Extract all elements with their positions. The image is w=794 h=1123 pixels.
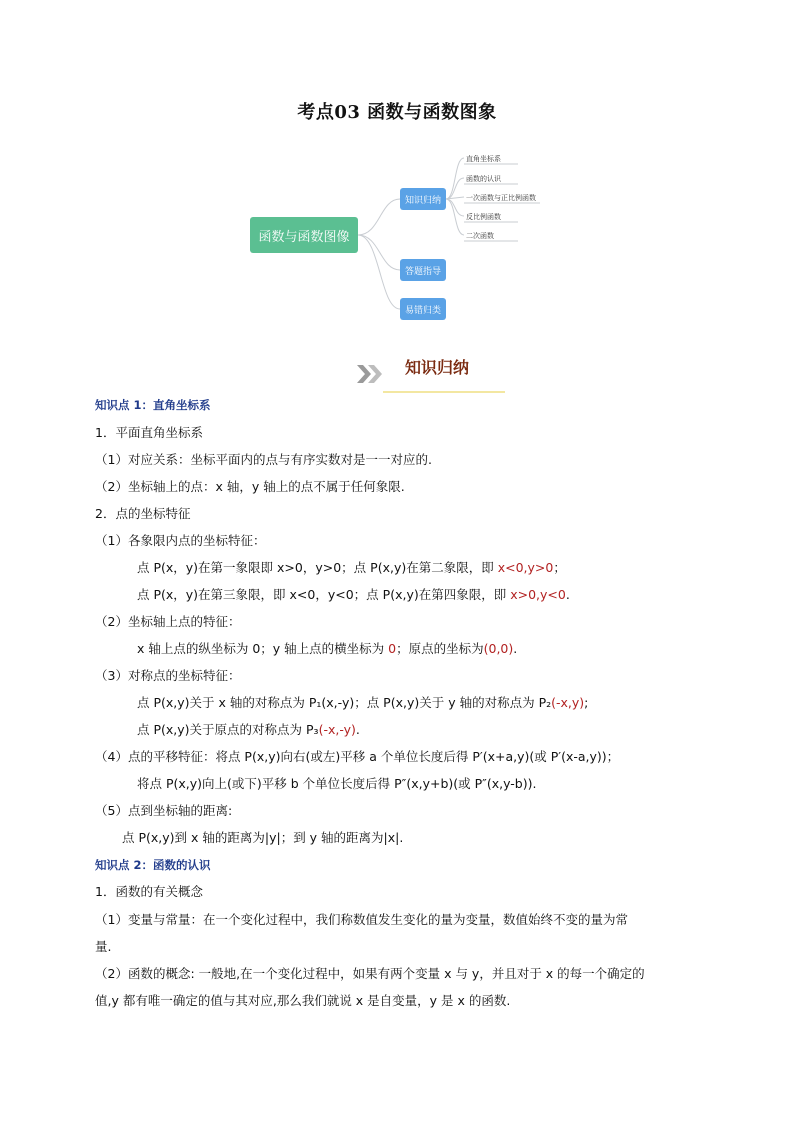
section-underline bbox=[383, 391, 505, 393]
text-line: （1）对应关系：坐标平面内的点与有序实数对是一一对应的. bbox=[95, 452, 432, 467]
section-header bbox=[355, 353, 505, 393]
text-line-symmetry-1 bbox=[137, 695, 588, 711]
connector-center-to-errors bbox=[358, 235, 400, 309]
section-title: 知识归纳 bbox=[405, 358, 470, 377]
answer-text: x<0,y>0 bbox=[497, 560, 554, 575]
text-segment: 点 P(x，y)在第一象限即 x>0，y>0；点 P(x,y)在第二象限，即 bbox=[137, 560, 498, 575]
text-line-quadrants-2 bbox=[137, 587, 570, 603]
text-segment: 点 P(x,y)关于 x 轴的对称点为 P₁(x,-y)；点 P(x,y)关于 y 轴的对称点为 P₂ bbox=[137, 695, 552, 710]
connector-leaf-5 bbox=[446, 199, 464, 235]
text-segment: x 轴上点的纵坐标为 0；y 轴上点的横坐标为 bbox=[137, 641, 389, 656]
double-chevron-icon bbox=[355, 363, 385, 385]
answer-text: 0 bbox=[388, 641, 397, 656]
text-segment: ；原点的坐标为 bbox=[396, 641, 484, 656]
text-segment: . bbox=[513, 641, 518, 656]
text-line: （3）对称点的坐标特征： bbox=[95, 668, 241, 683]
text-line: （2）坐标轴上的点：x 轴，y 轴上的点不属于任何象限. bbox=[95, 479, 405, 494]
text-segment: 点 P(x,y)关于原点的对称点为 P₃ bbox=[137, 722, 319, 737]
page-title: 考点03 函数与函数图象 bbox=[297, 102, 497, 123]
connector-leaf-4 bbox=[446, 199, 464, 216]
text-line: （1）变量与常量：在一个变化过程中，我们称数值发生变化的量为变量，数值始终不变的量为常 bbox=[95, 912, 628, 927]
mind-map-leaf: 直角坐标系 bbox=[466, 155, 501, 163]
text-line: （2）坐标轴上点的特征： bbox=[95, 614, 241, 629]
text-line: 量. bbox=[95, 939, 112, 954]
heading-point-coordinates: 2．点的坐标特征 bbox=[95, 506, 191, 521]
text-line: （4）点的平移特征：将点 P(x,y)向右(或左)平移 a 个单位长度后得 P′(x+a,y)(或 P′(x-a,y))； bbox=[95, 749, 620, 764]
mind-map-branch-errors: 易错归类 bbox=[400, 298, 446, 320]
text-segment: ; bbox=[584, 695, 589, 710]
knowledge-point-2-heading: 知识点 2：函数的认识 bbox=[95, 858, 211, 872]
mind-map-branch-knowledge: 知识归纳 bbox=[400, 188, 446, 210]
text-line: 点 P(x,y)到 x 轴的距离为|y|；到 y 轴的距离为|x|. bbox=[122, 830, 404, 845]
connector-center-to-knowledge bbox=[358, 199, 400, 235]
text-line: （5）点到坐标轴的距离: bbox=[95, 803, 233, 818]
mind-map-leaf: 一次函数与正比例函数 bbox=[466, 194, 536, 202]
answer-text: (-x,y) bbox=[551, 695, 585, 710]
text-line-quadrants-1 bbox=[137, 560, 566, 576]
mind-map-center-node: 函数与函数图像 bbox=[250, 217, 358, 253]
mind-map-leaf: 二次函数 bbox=[466, 232, 494, 240]
connector-center-to-guide bbox=[358, 235, 400, 270]
text-segment: . bbox=[355, 722, 360, 737]
text-segment: ； bbox=[553, 560, 566, 575]
text-line: （2）函数的概念: 一般地,在一个变化过程中，如果有两个变量 x 与 y，并且对于 x 的每一个确定的 bbox=[95, 966, 645, 981]
text-line-axis-points bbox=[137, 641, 517, 657]
answer-text: (0,0) bbox=[483, 641, 514, 656]
text-segment: 点 P(x，y)在第三象限，即 x<0，y<0；点 P(x,y)在第四象限，即 bbox=[137, 587, 511, 602]
text-line: 值,y 都有唯一确定的值与其对应,那么我们就说 x 是自变量，y 是 x 的函数. bbox=[95, 993, 511, 1008]
answer-text: (-x,-y) bbox=[318, 722, 356, 737]
heading-coordinate-plane: 1．平面直角坐标系 bbox=[95, 425, 203, 440]
mind-map-leaf: 反比例函数 bbox=[466, 213, 501, 221]
text-line-symmetry-2 bbox=[137, 722, 360, 738]
answer-text: x>0,y<0 bbox=[510, 587, 566, 602]
text-segment: . bbox=[565, 587, 570, 602]
knowledge-point-1-heading: 知识点 1：直角坐标系 bbox=[95, 398, 211, 412]
mind-map-branch-guide: 答题指导 bbox=[400, 259, 446, 281]
heading-function-concepts: 1．函数的有关概念 bbox=[95, 884, 203, 899]
mind-map-leaf: 函数的认识 bbox=[466, 175, 501, 183]
text-line: （1）各象限内点的坐标特征： bbox=[95, 533, 266, 548]
connector-leaf-2 bbox=[446, 178, 464, 199]
text-line: 将点 P(x,y)向上(或下)平移 b 个单位长度后得 P″(x,y+b)(或 P″(x,y-b)). bbox=[137, 776, 537, 791]
